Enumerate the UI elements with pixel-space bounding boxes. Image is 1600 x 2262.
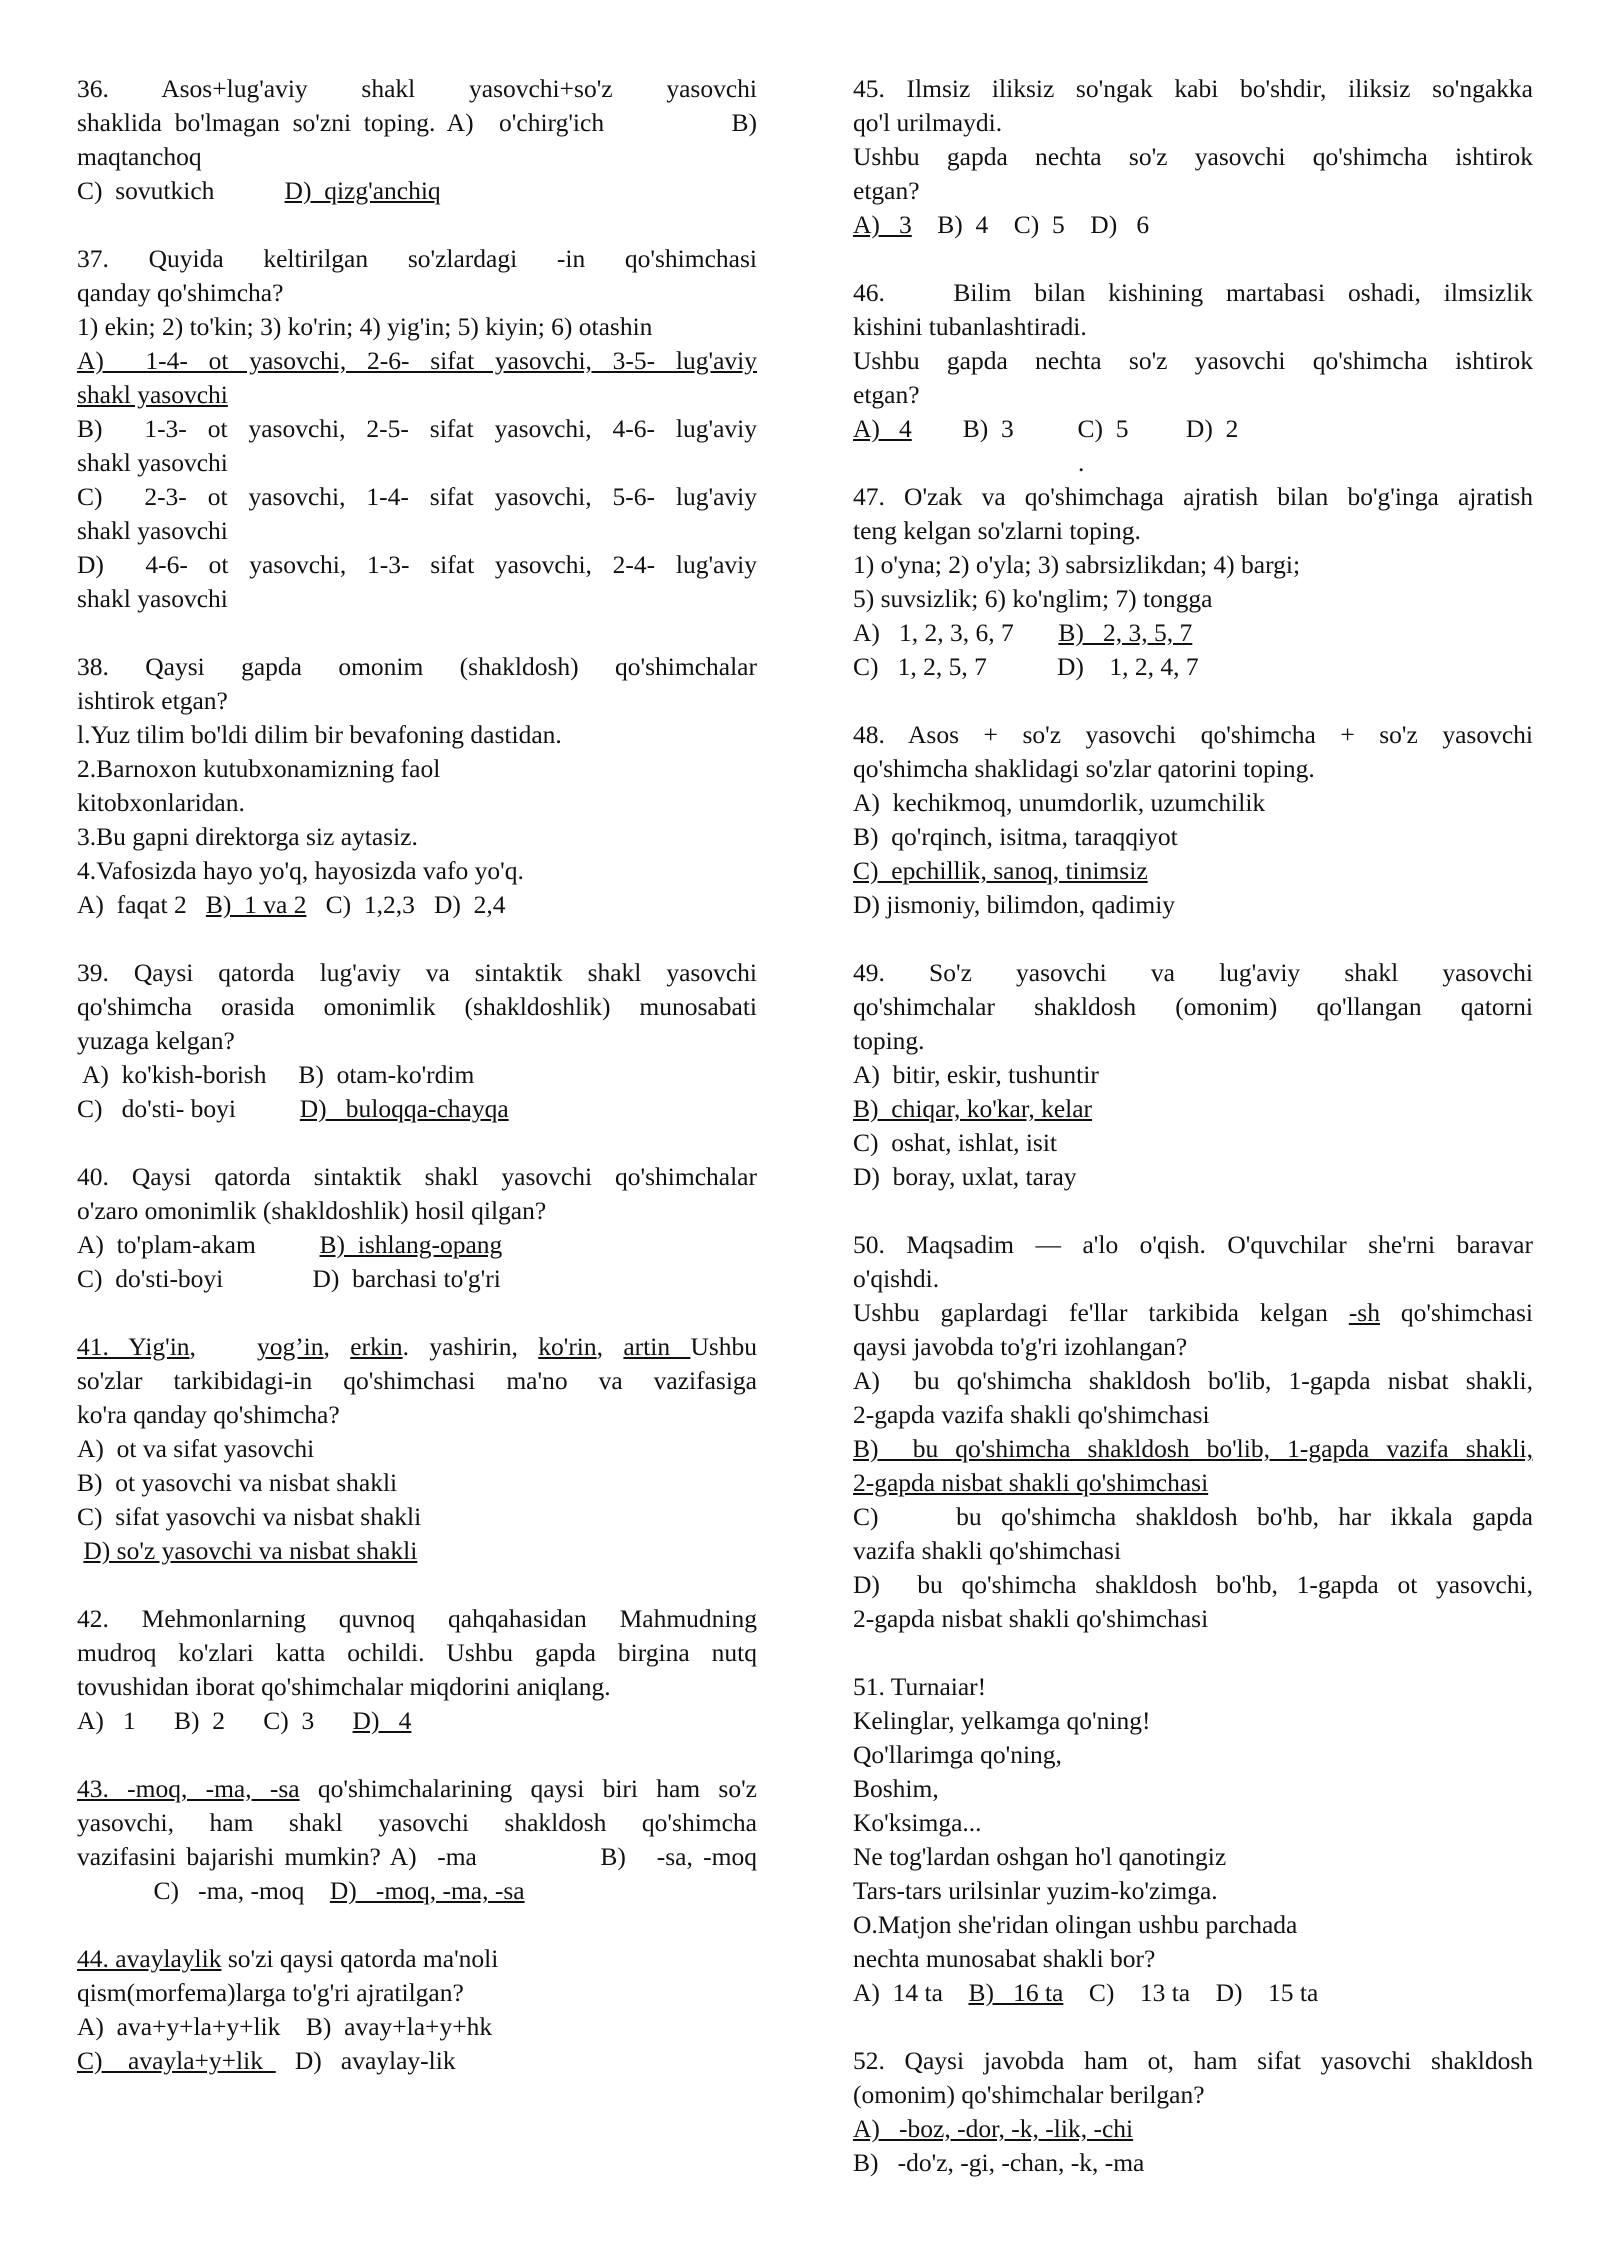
question-line [77,480,757,514]
question-q41 [77,1330,757,1568]
text-segment: etgan? [853,380,920,409]
question-line [853,174,1533,208]
text-segment: Ushbu [690,1332,758,1361]
question-line [853,1840,1533,1874]
question-line [853,1806,1533,1840]
question-q44 [77,1942,757,2078]
text-segment: A) faqat 2 [77,890,206,919]
question-line [77,1874,757,1908]
text-segment: qism(morfema)larga to'g'ri ajratilgan? [77,1978,464,2007]
question-line [77,718,757,752]
question-line [77,1942,757,1976]
question-line [77,242,757,276]
text-segment: A) 1 B) 2 C) 3 [77,1706,353,1735]
underlined-answer-text: D) 4 [352,1706,412,1735]
text-segment: C) 1,2,3 D) 2,4 [306,890,506,919]
question-q43 [77,1772,757,1908]
question-line [77,344,757,378]
question-line [853,990,1533,1024]
text-segment: D) 4-6- ot yasovchi, 1-3- sifat yasovchi, 2-4- lug'aviy [77,550,757,579]
question-line [853,786,1533,820]
question-line [853,650,1533,684]
text-segment: , [323,1332,351,1361]
question-line [77,1262,757,1296]
question-line [77,1466,757,1500]
question-line [77,412,757,446]
text-segment: 46. Bilim bilan kishining martabasi oshadi, ilmsizlik [853,278,1533,307]
text-segment: 5) suvsizlik; 6) ko'nglim; 7) tongga [853,584,1213,613]
text-segment: A) ot va sifat yasovchi [77,1434,315,1463]
question-line [77,650,757,684]
question-line [853,1330,1533,1364]
question-line [77,446,757,480]
question-line [77,174,757,208]
text-segment: (omonim) qo'shimchalar berilgan? [853,2080,1205,2109]
question-line [853,1092,1533,1126]
question-line [853,1602,1533,1636]
text-segment: . yashirin, [402,1332,539,1361]
question-line [853,344,1533,378]
underlined-answer-text: B) chiqar, ko'kar, kelar [853,1094,1093,1123]
text-segment: 50. Maqsadim — a'lo o'qish. O'quvchilar she'rni baravar [853,1230,1533,1259]
text-segment: C) 2-3- ot yasovchi, 1-4- sifat yasovchi, 5-6- lug'aviy [77,482,757,511]
text-segment: o'qishdi. [853,1264,940,1293]
question-q47 [853,480,1533,684]
question-line [853,1976,1533,2010]
question-line [853,72,1533,106]
underlined-answer-text: 41. Yig'in [77,1332,190,1361]
text-segment: 1) o'yna; 2) o'yla; 3) sabrsizlikdan; 4) bargi; [853,550,1301,579]
question-q50 [853,1228,1533,1636]
question-line [853,1772,1533,1806]
text-segment: A) kechikmoq, unumdorlik, uzumchilik [853,788,1266,817]
text-segment: o'zaro omonimlik (shakldoshlik) hosil qilgan? [77,1196,547,1225]
text-segment: C) sifat yasovchi va nisbat shakli [77,1502,422,1531]
question-q42 [77,1602,757,1738]
text-segment: Tars-tars urilsinlar yuzim-ko'zimga. [853,1876,1218,1905]
question-line [853,2112,1533,2146]
text-segment: A) 14 ta [853,1978,969,2007]
text-segment: D) boray, uxlat, taray [853,1162,1077,1191]
text-segment: qo'shimchalarining qaysi biri ham so'z [299,1774,757,1803]
text-segment: 49. So'z yasovchi va lug'aviy shakl yasovchi [853,958,1533,987]
question-line [77,1772,757,1806]
question-line [77,1092,757,1126]
question-line [77,1398,757,1432]
underlined-answer-text: erkin [350,1332,403,1361]
underlined-answer-text: artin [623,1332,691,1361]
text-segment: B) qo'rqinch, isitma, taraqqiyot [853,822,1178,851]
text-segment: 47. O'zak va qo'shimchaga ajratish bilan bo'g'inga ajratish [853,482,1533,511]
question-line [853,888,1533,922]
text-segment: so'zi qaysi qatorda ma'noli [221,1944,499,1973]
question-line [77,140,757,174]
question-line [77,684,757,718]
text-segment: C) do'sti-boyi D) barchasi to'g'ri [77,1264,501,1293]
underlined-answer-text: shakl yasovchi [77,380,228,409]
text-segment: B) 4 C) 5 D) 6 [911,210,1150,239]
question-line [77,1058,757,1092]
question-line [853,1398,1533,1432]
text-segment: 45. Ilmsiz iliksiz so'ngak kabi bo'shdir, iliksiz so'ngakka [853,74,1533,103]
question-line [77,888,757,922]
question-line [77,2010,757,2044]
text-segment: B) -do'z, -gi, -chan, -k, -ma [853,2148,1145,2177]
question-q51 [853,1670,1533,2010]
text-segment: 38. Qaysi gapda omonim (shakldosh) qo'shimchalar [77,652,757,681]
question-line [77,854,757,888]
question-line [77,2044,757,2078]
question-line [77,548,757,582]
question-line [853,1160,1533,1194]
text-segment: vazifa shakli qo'shimchasi [853,1536,1122,1565]
question-line [853,1500,1533,1534]
text-segment: qo'shimchalar shakldosh (omonim) qo'llangan qatorni [853,992,1533,1021]
text-segment: Ne tog'lardan oshgan ho'l qanotingiz [853,1842,1227,1871]
question-line [77,1976,757,2010]
question-q45 [853,72,1533,242]
question-line [853,514,1533,548]
text-segment: C) -ma, -moq [77,1876,330,1905]
underlined-answer-text: C) avayla+y+lik [77,2046,276,2075]
question-line [853,1738,1533,1772]
question-line [77,582,757,616]
underlined-answer-text: 44. avaylaylik [77,1944,222,1973]
text-segment: Ushbu gapda nechta so'z yasovchi qo'shimcha ishtirok [853,346,1533,375]
question-line [77,1194,757,1228]
question-line [853,2146,1533,2180]
question-line [853,820,1533,854]
right-column [853,72,1533,2214]
question-line [853,208,1533,242]
text-segment: . [1078,448,1085,477]
underlined-answer-text: B) 16 ta [968,1978,1064,2007]
text-segment: C) 1, 2, 5, 7 D) 1, 2, 4, 7 [853,652,1199,681]
text-segment: qo'l urilmaydi. [853,108,1003,137]
question-line [853,412,1533,446]
question-line [853,1466,1533,1500]
text-segment: maqtanchoq [77,142,202,171]
underlined-answer-text: 2-gapda nisbat shakli qo'shimchasi [853,1468,1209,1497]
underlined-answer-text: B) ishlang-opang [319,1230,503,1259]
underlined-answer-text: C) epchillik, sanoq, tinimsiz [853,856,1148,885]
text-segment: Qo'llarimga qo'ning, [853,1740,1062,1769]
question-line [853,1126,1533,1160]
text-segment: teng kelgan so'zlarni toping. [853,516,1141,545]
underlined-answer-text: -sh [1348,1298,1380,1327]
text-segment: , [596,1332,624,1361]
question-q38 [77,650,757,922]
question-line [853,140,1533,174]
text-segment: O.Matjon she'ridan olingan ushbu parchada [853,1910,1298,1939]
underlined-answer-text: D) so'z yasovchi va nisbat shakli [83,1536,418,1565]
question-line [853,2044,1533,2078]
underlined-answer-text: ko'rin [538,1332,597,1361]
underlined-answer-text: B) 2, 3, 5, 7 [1058,618,1193,647]
text-segment: shakl yasovchi [77,584,228,613]
question-q40 [77,1160,757,1296]
question-line [77,514,757,548]
question-q36 [77,72,757,208]
text-segment: qo'shimcha shaklidagi so'zlar qatorini toping. [853,754,1315,783]
question-line [77,1602,757,1636]
underlined-answer-text: D) buloqqa-chayqa [299,1094,509,1123]
question-line [853,1534,1533,1568]
text-segment: 37. Quyida keltirilgan so'zlardagi -in qo'shimchasi [77,244,757,273]
question-q37 [77,242,757,616]
question-line [77,1534,757,1568]
question-q48 [853,718,1533,922]
text-segment: D) bu qo'shimcha shakldosh bo'hb, 1-gapda ot yasovchi, [853,1570,1533,1599]
text-segment: A) to'plam-akam [77,1230,320,1259]
question-line [77,378,757,412]
text-segment: vazifasini bajarishi mumkin? A) -ma B) -sa, -moq [77,1842,757,1871]
text-segment: shakl yasovchi [77,516,228,545]
question-line [77,1364,757,1398]
question-line [853,1874,1533,1908]
question-line [77,1330,757,1364]
question-line [853,276,1533,310]
question-line [77,1432,757,1466]
text-segment: A) 1, 2, 3, 6, 7 [853,618,1059,647]
text-segment: Ushbu gaplardagi fe'llar tarkibida kelgan [853,1298,1349,1327]
question-line [853,446,1533,480]
text-segment: , [189,1332,257,1361]
text-segment: 36. Asos+lug'aviy shakl yasovchi+so'z yasovchi [77,74,757,103]
question-line [77,1024,757,1058]
text-segment: C) bu qo'shimcha shakldosh bo'hb, har ikkala gapda [853,1502,1533,1531]
text-segment: C) 13 ta D) 15 ta [1063,1978,1319,2007]
text-segment: A) bitir, eskir, tushuntir [853,1060,1099,1089]
underlined-answer-text: B) bu qo'shimcha shakldosh bo'lib, 1-gapda vazifa shakli, [853,1434,1533,1463]
question-line [853,548,1533,582]
text-segment: kitobxonlaridan. [77,788,245,817]
text-segment: Ko'ksimga... [853,1808,982,1837]
text-segment: 39. Qaysi qatorda lug'aviy va sintaktik shakl yasovchi [77,958,757,987]
question-line [853,752,1533,786]
question-line [853,1942,1533,1976]
text-segment: etgan? [853,176,920,205]
text-segment: ishtirok etgan? [77,686,228,715]
question-line [77,990,757,1024]
question-line [853,1704,1533,1738]
text-segment: A) ko'kish-borish B) otam-ko'rdim [77,1060,475,1089]
question-line [853,956,1533,990]
question-line [77,1636,757,1670]
text-segment: 1) ekin; 2) to'kin; 3) ko'rin; 4) yig'in; 5) kiyin; 6) otashin [77,312,653,341]
text-segment: B) ot yasovchi va nisbat shakli [77,1468,398,1497]
question-line [853,106,1533,140]
underlined-answer-text: A) -boz, -dor, -k, -lik, -chi [853,2114,1134,2143]
question-line [853,616,1533,650]
underlined-answer-text: A) 3 [853,210,912,239]
text-segment: 2-gapda vazifa shakli qo'shimchasi [853,1400,1210,1429]
text-segment: ko'ra qanday qo'shimcha? [77,1400,340,1429]
text-segment: tovushidan iborat qo'shimchalar miqdorini aniqlang. [77,1672,611,1701]
question-line [77,1500,757,1534]
question-line [853,310,1533,344]
text-segment: Boshim, [853,1774,939,1803]
question-line [853,854,1533,888]
question-line [77,1670,757,1704]
text-segment: nechta munosabat shakli bor? [853,1944,1156,1973]
question-line [853,1432,1533,1466]
text-segment: 42. Mehmonlarning quvnoq qahqahasidan Mahmudning [77,1604,757,1633]
text-segment: so'zlar tarkibidagi-in qo'shimchasi ma'no va vazifasiga [77,1366,757,1395]
question-q39 [77,956,757,1126]
text-segment: qaysi javobda to'g'ri izohlangan? [853,1332,1188,1361]
text-segment: kishini tubanlashtiradi. [853,312,1087,341]
underlined-answer-text: A) 1-4- ot yasovchi, 2-6- sifat yasovchi, 3-5- lug'aviy [77,346,757,375]
text-segment: B) 1-3- ot yasovchi, 2-5- sifat yasovchi, 4-6- lug'aviy [77,414,757,443]
text-segment: Kelinglar, yelkamga qo'ning! [853,1706,1151,1735]
text-segment: qo'shimchasi [1379,1298,1533,1327]
question-line [853,1364,1533,1398]
text-segment: shakl yasovchi [77,448,228,477]
question-line [853,480,1533,514]
text-segment: 51. Turnaiar! [853,1672,987,1701]
question-line [853,718,1533,752]
underlined-answer-text: A) 4 [853,414,912,443]
underlined-answer-text: yog’in [256,1332,324,1361]
question-line [853,1228,1533,1262]
question-line [853,582,1533,616]
text-segment: 48. Asos + so'z yasovchi qo'shimcha + so'z yasovchi [853,720,1533,749]
question-line [853,1568,1533,1602]
question-line [77,1840,757,1874]
text-segment: 40. Qaysi qatorda sintaktik shakl yasovchi qo'shimchalar [77,1162,757,1191]
left-column [77,72,757,2112]
text-segment: D) avaylay-lik [275,2046,456,2075]
text-segment: 52. Qaysi javobda ham ot, ham sifat yasovchi shakldosh [853,2046,1533,2075]
question-line [853,1262,1533,1296]
text-segment: B) 3 C) 5 D) 2 [911,414,1239,443]
question-line [77,956,757,990]
text-segment: yasovchi, ham shakl yasovchi shakldosh qo'shimcha [77,1808,757,1837]
question-line [77,1806,757,1840]
text-segment: 4.Vafosizda hayo yo'q, hayosizda vafo yo'q. [77,856,524,885]
text-segment: C) sovutkich [77,176,285,205]
question-q46 [853,276,1533,480]
question-line [77,72,757,106]
underlined-answer-text: D) -moq, -ma, -sa [329,1876,525,1905]
text-segment: 2-gapda nisbat shakli qo'shimchasi [853,1604,1209,1633]
text-segment: A) bu qo'shimcha shakldosh bo'lib, 1-gapda nisbat shakli, [853,1366,1533,1395]
question-line [77,310,757,344]
question-line [77,752,757,786]
question-line [77,1228,757,1262]
question-line [853,1908,1533,1942]
text-segment: qanday qo'shimcha? [77,278,284,307]
text-segment: D) jismoniy, bilimdon, qadimiy [853,890,1176,919]
question-line [77,276,757,310]
underlined-answer-text: D) qizg'anchiq [284,176,441,205]
question-line [77,820,757,854]
question-line [77,786,757,820]
text-segment: yuzaga kelgan? [77,1026,235,1055]
text-segment: qo'shimcha orasida omonimlik (shakldoshlik) munosabati [77,992,757,1021]
question-line [77,1160,757,1194]
question-line [77,106,757,140]
question-line [853,1058,1533,1092]
question-q49 [853,956,1533,1194]
text-segment: Ushbu gapda nechta so'z yasovchi qo'shimcha ishtirok [853,142,1533,171]
text-segment: C) do'sti- boyi [77,1094,300,1123]
text-segment: mudroq ko'zlari katta ochildi. Ushbu gapda birgina nutq [77,1638,757,1667]
text-segment: toping. [853,1026,925,1055]
question-line [77,1704,757,1738]
question-line [853,1024,1533,1058]
text-segment: C) oshat, ishlat, isit [853,1128,1057,1157]
question-line [853,1670,1533,1704]
question-line [853,1296,1533,1330]
question-line [853,2078,1533,2112]
question-line [853,378,1533,412]
underlined-answer-text: 43. -moq, -ma, -sa [77,1774,300,1803]
underlined-answer-text: B) 1 va 2 [205,890,307,919]
text-segment: 2.Barnoxon kutubxonamizning faol [77,754,441,783]
question-q52 [853,2044,1533,2180]
text-segment: A) ava+y+la+y+lik B) avay+la+y+hk [77,2012,493,2041]
text-segment: shaklida bo'lmagan so'zni toping. A) o'chirg'ich B) [77,108,757,137]
text-segment: l.Yuz tilim bo'ldi dilim bir bevafoning dastidan. [77,720,562,749]
text-segment: 3.Bu gapni direktorga siz aytasiz. [77,822,418,851]
